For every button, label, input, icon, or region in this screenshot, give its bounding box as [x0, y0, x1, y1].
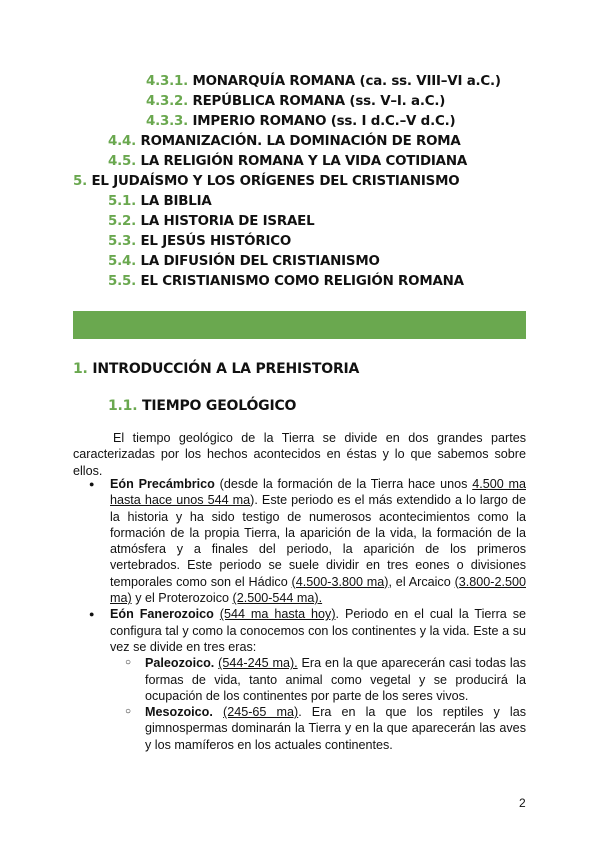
toc-title: MONARQUÍA ROMANA (ca. ss. VIII–VI a.C.) [192, 74, 501, 89]
era-name: Mesozoico. [145, 705, 213, 720]
intro-paragraph: El tiempo geológico de la Tierra se divide en dos grandes partes caracterizadas por los hechos acontecidos en éstas y lo que sabemos sobre ellos. [73, 431, 526, 478]
date-range: (245-65 ma) [223, 705, 299, 720]
section-divider-bar [73, 311, 526, 339]
toc-title: LA BIBLIA [140, 194, 212, 209]
toc-number: 5. [73, 174, 88, 189]
toc-title: EL JUDAÍSMO Y LOS ORÍGENES DEL CRISTIANISMO [91, 174, 460, 189]
toc-number: 5.4. [108, 254, 137, 269]
heading-title: TIEMPO GEOLÓGICO [142, 398, 297, 414]
eon-name: Eón Precámbrico [110, 477, 215, 491]
era-list [110, 655, 526, 753]
text-run: . Periodo en el cual la Tierra se configura tal y como la conocemos con los continentes y la vida. Este a su vez se divide en tres eras: [110, 607, 526, 654]
section-heading-1-1 [108, 396, 296, 416]
toc-title: REPÚBLICA ROMANA (ss. V–I. a.C.) [192, 94, 446, 109]
list-item-fanerozoico [73, 606, 526, 753]
toc-title: ROMANIZACIÓN. LA DOMINACIÓN DE ROMA [140, 134, 461, 149]
toc-title: IMPERIO ROMANO (ss. I d.C.–V d.C.) [192, 114, 456, 129]
toc-number: 4.3.1. [146, 74, 189, 89]
list-item-paleozoico [110, 655, 526, 704]
text-run: . Era en la que los reptiles y las gimnospermas dominarán la Tierra y en la que aparecerán las aves y los mamíferos en los actuales continentes. [145, 705, 526, 752]
toc-title: LA HISTORIA DE ISRAEL [140, 214, 315, 229]
toc-number: 5.1. [108, 194, 137, 209]
toc-title: LA RELIGIÓN ROMANA Y LA VIDA COTIDIANA [140, 154, 468, 169]
heading-title: INTRODUCCIÓN A LA PREHISTORIA [92, 361, 360, 377]
page-number: 2 [519, 796, 526, 810]
date-range: (2.500-544 ma). [232, 591, 323, 606]
text-run: y el Proterozoico [131, 591, 233, 606]
section-heading-1 [73, 359, 359, 379]
toc-item-5-3[interactable] [108, 232, 291, 252]
toc-title: LA DIFUSIÓN DEL CRISTIANISMO [140, 254, 380, 269]
heading-number: 1.1. [108, 398, 138, 414]
toc-item-4-3-2[interactable] [146, 92, 445, 112]
text-run: ). Este periodo es el más extendido a lo largo de la historia y ha sido testigo de numerosos acontecimientos como la formación de la propia Tierra, la aparición de la vida, la formación de la atmósfera y a finales del periodo, la aparición de los primeros vertebrados. Este periodo se suele dividir en tres eones o divisiones temporales como son el Hádico [110, 493, 526, 589]
eon-name: Eón Fanerozoico [110, 607, 214, 622]
era-name: Paleozoico. [145, 656, 215, 671]
toc-number: 5.5. [108, 274, 137, 289]
toc-item-4-4[interactable] [108, 132, 461, 152]
toc-item-5-1[interactable] [108, 192, 212, 212]
date-range: 4.500 ma hasta hace unos 544 ma [110, 477, 526, 508]
toc-item-4-3-1[interactable] [146, 72, 501, 92]
toc-item-4-3-3[interactable] [146, 112, 455, 132]
toc-title: EL JESÚS HISTÓRICO [140, 234, 292, 249]
eon-list [73, 476, 526, 753]
toc-number: 4.3.2. [146, 94, 189, 109]
toc-item-5-2[interactable] [108, 212, 314, 232]
toc-number: 5.2. [108, 214, 137, 229]
toc-item-5-4[interactable] [108, 252, 380, 272]
date-range: (3.800-2.500 ma) [110, 574, 526, 606]
list-item-mesozoico [110, 704, 526, 753]
toc-number: 4.5. [108, 154, 137, 169]
text-run: (desde la formación de la Tierra hace unos [214, 477, 473, 491]
toc-item-5[interactable] [73, 172, 459, 192]
toc-item-4-5[interactable] [108, 152, 467, 172]
toc-number: 4.4. [108, 134, 137, 149]
toc-title: EL CRISTIANISMO COMO RELIGIÓN ROMANA [140, 274, 464, 289]
text-run: , el Arcaico [388, 574, 455, 589]
list-item-precambrico [73, 476, 526, 606]
toc-item-5-5[interactable] [108, 272, 464, 292]
date-range: (544-245 ma). [218, 656, 298, 671]
date-range: (544 ma hasta hoy) [219, 607, 336, 622]
date-range: (4.500-3.800 ma) [291, 574, 389, 589]
heading-number: 1. [73, 361, 88, 377]
toc-number: 4.3.3. [146, 114, 189, 129]
text-run: Era en la que aparecerán casi todas las formas de vida, tanto animal como vegetal y se producirá la ocupación de los continentes por parte de los seres vivos. [145, 656, 526, 703]
toc-number: 5.3. [108, 234, 137, 249]
